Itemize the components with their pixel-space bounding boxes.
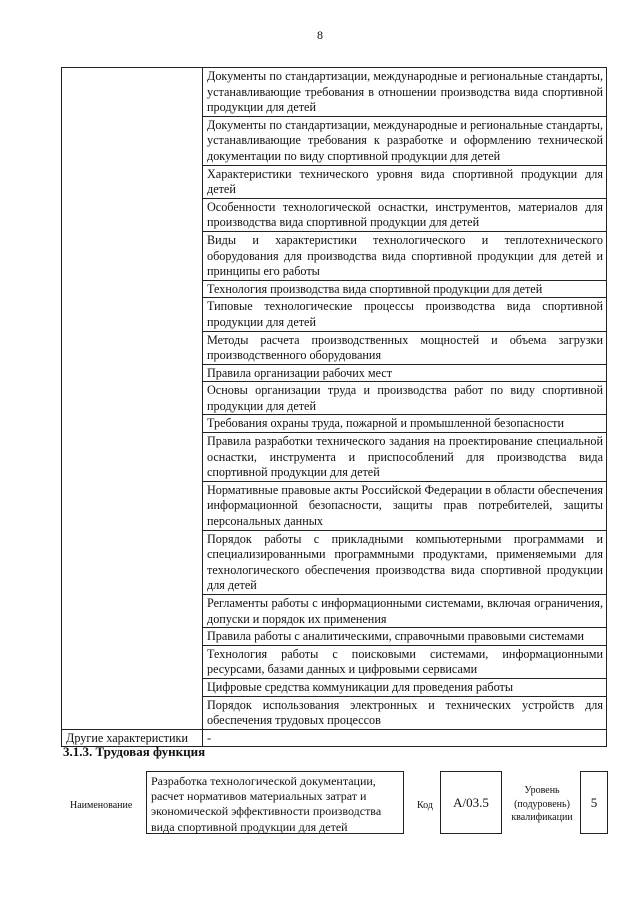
knowledge-item: Основы организации труда и производства работ по виду спортивной продукции для детей bbox=[203, 382, 607, 415]
knowledge-item: Характеристики технического уровня вида спортивной продукции для детей bbox=[203, 165, 607, 198]
knowledge-item: Особенности технологической оснастки, инструментов, материалов для производства вида спортивной продукции для детей bbox=[203, 198, 607, 231]
level-label-line: Уровень bbox=[524, 785, 560, 796]
name-label: Наименование bbox=[70, 800, 133, 811]
knowledge-item: Порядок работы с прикладными компьютерными программами и специализированными программными продуктами, применяемыми для технологического обеспечения производства вида спортивной продукции для детей bbox=[203, 530, 607, 594]
qualification-level-value: 5 bbox=[580, 771, 608, 834]
knowledge-table bbox=[61, 67, 607, 747]
code-value: A/03.5 bbox=[440, 771, 502, 834]
necessary-knowledge-label-cell bbox=[62, 68, 203, 730]
knowledge-item: Методы расчета производственных мощностей и объема загрузки производственного оборудования bbox=[203, 331, 607, 364]
knowledge-item: Правила работы с аналитическими, справочными правовыми системами bbox=[203, 628, 607, 646]
knowledge-item: Документы по стандартизации, международные и региональные стандарты, устанавливающие требования в отношении производства вида спортивной продукции для детей bbox=[203, 68, 607, 117]
page-number: 8 bbox=[317, 28, 323, 42]
knowledge-item: Цифровые средства коммуникации для проведения работы bbox=[203, 678, 607, 696]
other-characteristics-value: - bbox=[203, 729, 607, 747]
labor-function-heading: 3.1.3. Трудовая функция bbox=[63, 744, 206, 759]
knowledge-item: Порядок использования электронных и технических устройств для обеспечения трудовых процессов bbox=[203, 696, 607, 729]
other-characteristics-label: Другие характеристики bbox=[62, 729, 203, 747]
knowledge-item: Правила организации рабочих мест bbox=[203, 364, 607, 382]
knowledge-item: Типовые технологические процессы производства вида спортивной продукции для детей bbox=[203, 298, 607, 331]
qualification-level-label bbox=[506, 784, 578, 825]
level-label-line: (подуровень) bbox=[514, 798, 570, 810]
level-label-line: квалификации bbox=[511, 812, 573, 823]
knowledge-item: Правила разработки технического задания на проектирование специальной оснастки, инструмента и приспособлений для производства вида спортивной продукции для детей bbox=[203, 433, 607, 482]
name-value: Разработка технологической документации, расчет нормативов материальных затрат и экономической эффективности производства вида спортивной продукции для детей bbox=[146, 771, 404, 834]
knowledge-item: Технология работы с поисковыми системами, информационными ресурсами, базами данных и цифровыми сервисами bbox=[203, 645, 607, 678]
code-label: Код bbox=[417, 800, 433, 811]
knowledge-item: Нормативные правовые акты Российской Федерации в области обеспечения информационной безопасности, защиты прав потребителей, защиты персональных данных bbox=[203, 481, 607, 530]
knowledge-item: Регламенты работы с информационными системами, включая ограничения, допуски и порядок их применения bbox=[203, 595, 607, 628]
knowledge-item: Требования охраны труда, пожарной и промышленной безопасности bbox=[203, 415, 607, 433]
knowledge-item: Документы по стандартизации, международные и региональные стандарты, устанавливающие требования к разработке и оформлению технической документации по виду спортивной продукции для детей bbox=[203, 116, 607, 165]
knowledge-item: Виды и характеристики технологического и теплотехнического оборудования для производства вида спортивной продукции для детей и принципы его работы bbox=[203, 231, 607, 280]
knowledge-item: Технология производства вида спортивной продукции для детей bbox=[203, 280, 607, 298]
table-row bbox=[62, 68, 607, 117]
